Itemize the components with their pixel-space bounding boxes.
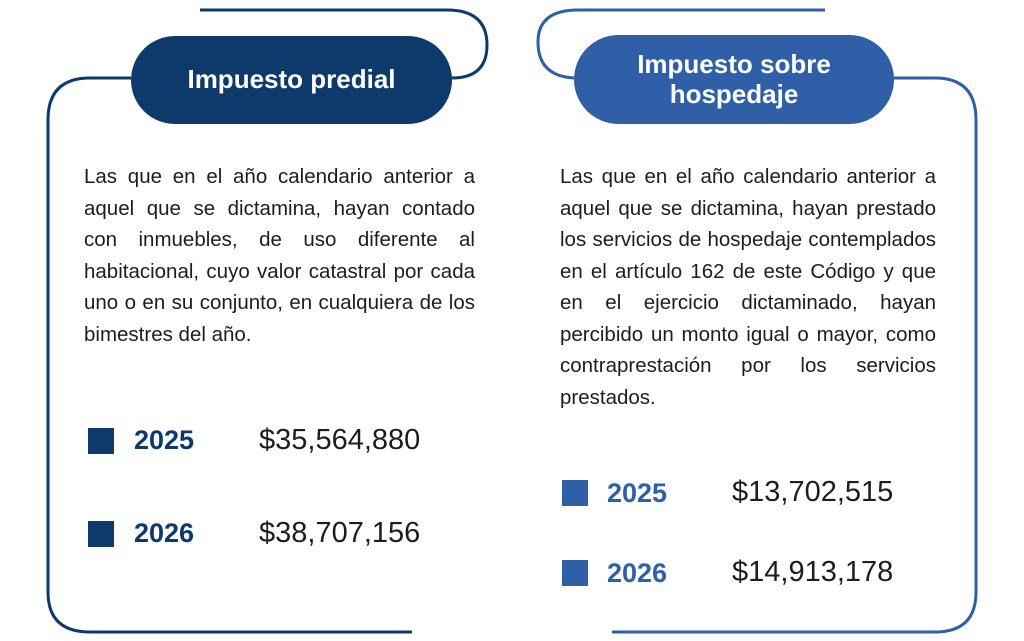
- bullet-square: [88, 521, 114, 547]
- right-year-2025: 2025: [607, 478, 668, 508]
- right-card-title: [574, 35, 894, 124]
- right-card-description: Las que en el año calendario anterior a aquel que se dictamina, hayan prestado los servicios de hospedaje contemplados en el artículo 162 de este Código y que en el ejercicio dictaminado, hayan percibido un monto igual o mayor, como contraprestación por los servicios prestados.: [560, 165, 936, 409]
- left-title-text: Impuesto predial: [187, 64, 396, 95]
- right-title-line2: hospedaje: [669, 78, 799, 109]
- left-amount-2026: $38,707,156: [259, 517, 421, 549]
- right-amount-2025: $13,702,515: [732, 476, 894, 508]
- right-amount-2026: $14,913,178: [732, 556, 894, 588]
- right-title-line1: Impuesto sobre: [637, 48, 831, 79]
- left-card-description: Las que en el año calendario anterior a aquel que se dictamina, hayan contado con inmuebles, de uso diferente al habitacional, cuyo valor catastral por cada uno o en su conjunto, en cualquiera de los bimestres del año.: [84, 165, 475, 346]
- bullet-square: [88, 428, 114, 454]
- left-amount-2025: $35,564,880: [259, 424, 421, 456]
- bullet-square: [562, 560, 588, 586]
- left-year-2025: 2025: [134, 425, 195, 455]
- right-year-2026: 2026: [607, 558, 668, 588]
- bullet-square: [562, 480, 588, 506]
- left-card-title: [131, 36, 452, 124]
- left-year-2026: 2026: [134, 518, 195, 548]
